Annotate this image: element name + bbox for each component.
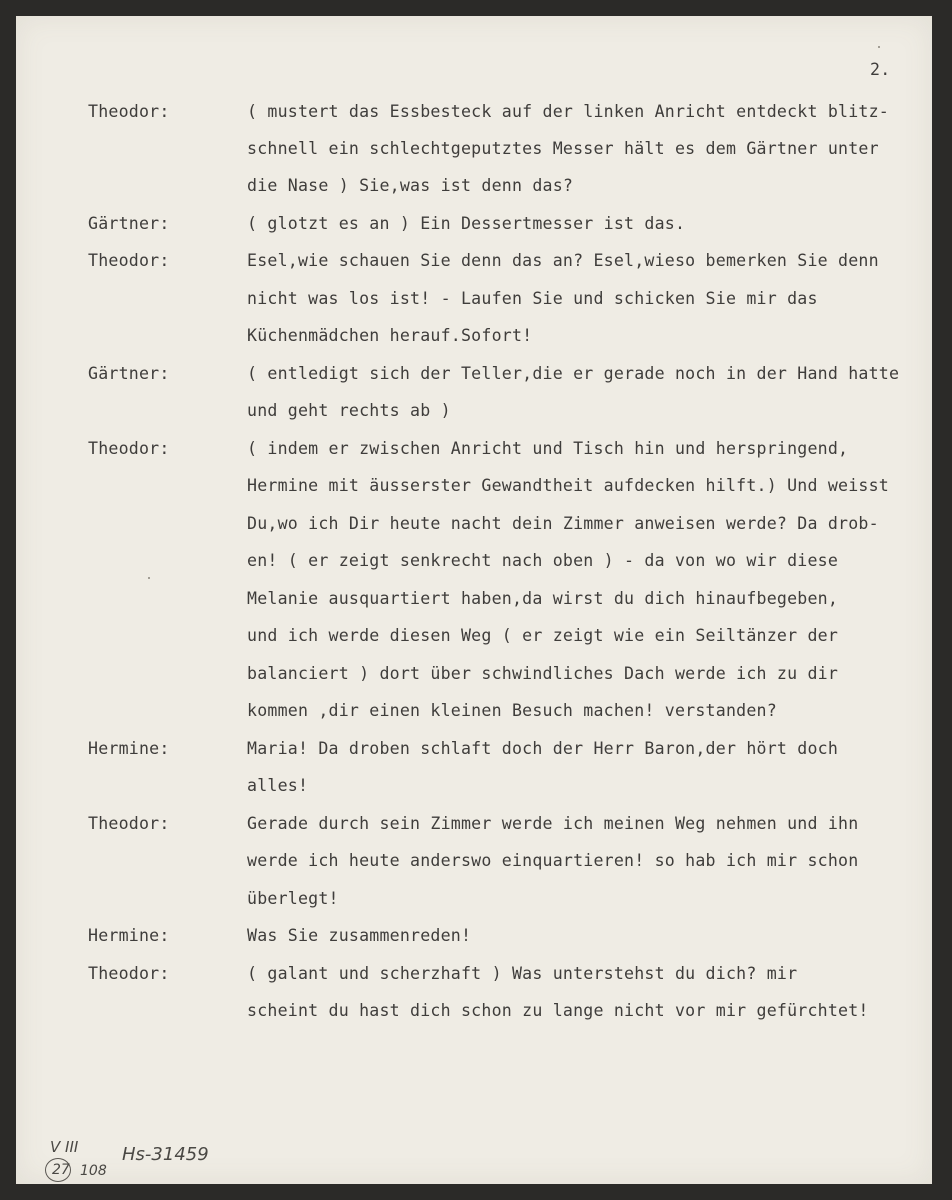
dialogue-line: schnell ein schlechtgeputztes Messer hält es dem Gärtner unter: [247, 139, 879, 158]
dialogue-line: ( galant und scherzhaft ) Was unterstehst du dich? mir: [247, 964, 798, 983]
dialogue-line: Du,wo ich Dir heute nacht dein Zimmer anweisen werde? Da drob-: [247, 514, 879, 533]
dialogue-line: scheint du hast dich schon zu lange nicht vor mir gefürchtet!: [247, 1001, 869, 1020]
speaker-name: Gärtner:: [88, 364, 170, 383]
dialogue-line: Hermine mit äusserster Gewandtheit aufdecken hilft.) Und weisst: [247, 476, 889, 495]
circled-number: 27: [52, 1162, 70, 1178]
archive-signature: Hs-31459: [122, 1144, 209, 1165]
stray-mark: [148, 577, 150, 579]
dialogue-line: kommen ,dir einen kleinen Besuch machen! verstanden?: [247, 701, 777, 720]
dialogue-line: ( mustert das Essbesteck auf der linken Anricht entdeckt blitz-: [247, 102, 889, 121]
dialogue-line: en! ( er zeigt senkrecht nach oben ) - da von wo wir diese: [247, 551, 839, 570]
dialogue-line: alles!: [247, 776, 309, 795]
speaker-name: Hermine:: [88, 926, 170, 945]
dialogue-line: die Nase ) Sie,was ist denn das?: [247, 176, 574, 195]
speaker-name: Gärtner:: [88, 214, 170, 233]
folio-number: 108: [80, 1163, 107, 1179]
dialogue-line: balanciert ) dort über schwindliches Dach werde ich zu dir: [247, 664, 839, 683]
speaker-name: Theodor:: [88, 251, 170, 270]
dialogue-line: und geht rechts ab ): [247, 401, 451, 420]
dialogue-line: Gerade durch sein Zimmer werde ich meinen Weg nehmen und ihn: [247, 814, 859, 833]
dialogue-line: nicht was los ist! - Laufen Sie und schicken Sie mir das: [247, 289, 818, 308]
dialogue-line: Maria! Da droben schlaft doch der Herr Baron,der hört doch: [247, 739, 839, 758]
dialogue-line: ( glotzt es an ) Ein Dessertmesser ist das.: [247, 214, 686, 233]
speaker-name: Theodor:: [88, 814, 170, 833]
dialogue-line: werde ich heute anderswo einquartieren! so hab ich mir schon: [247, 851, 859, 870]
dialogue-line: ( indem er zwischen Anricht und Tisch hin und herspringend,: [247, 439, 849, 458]
dialogue-line: überlegt!: [247, 889, 339, 908]
dialogue-line: Melanie ausquartiert haben,da wirst du dich hinaufbegeben,: [247, 589, 839, 608]
dialogue-line: Küchenmädchen herauf.Sofort!: [247, 326, 533, 345]
speaker-name: Theodor:: [88, 102, 170, 121]
dialogue-line: Was Sie zusammenreden!: [247, 926, 472, 945]
dialogue-line: und ich werde diesen Weg ( er zeigt wie ein Seiltänzer der: [247, 626, 839, 645]
dialogue-line: ( entledigt sich der Teller,die er gerade noch in der Hand hatte: [247, 364, 900, 383]
speaker-name: Theodor:: [88, 439, 170, 458]
dialogue-line: Esel,wie schauen Sie denn das an? Esel,wieso bemerken Sie denn: [247, 251, 879, 270]
speaker-name: Hermine:: [88, 739, 170, 758]
volume-mark: V III: [50, 1138, 79, 1156]
speaker-name: Theodor:: [88, 964, 170, 983]
page-number: 2.: [870, 60, 891, 79]
stray-mark: [878, 46, 880, 48]
